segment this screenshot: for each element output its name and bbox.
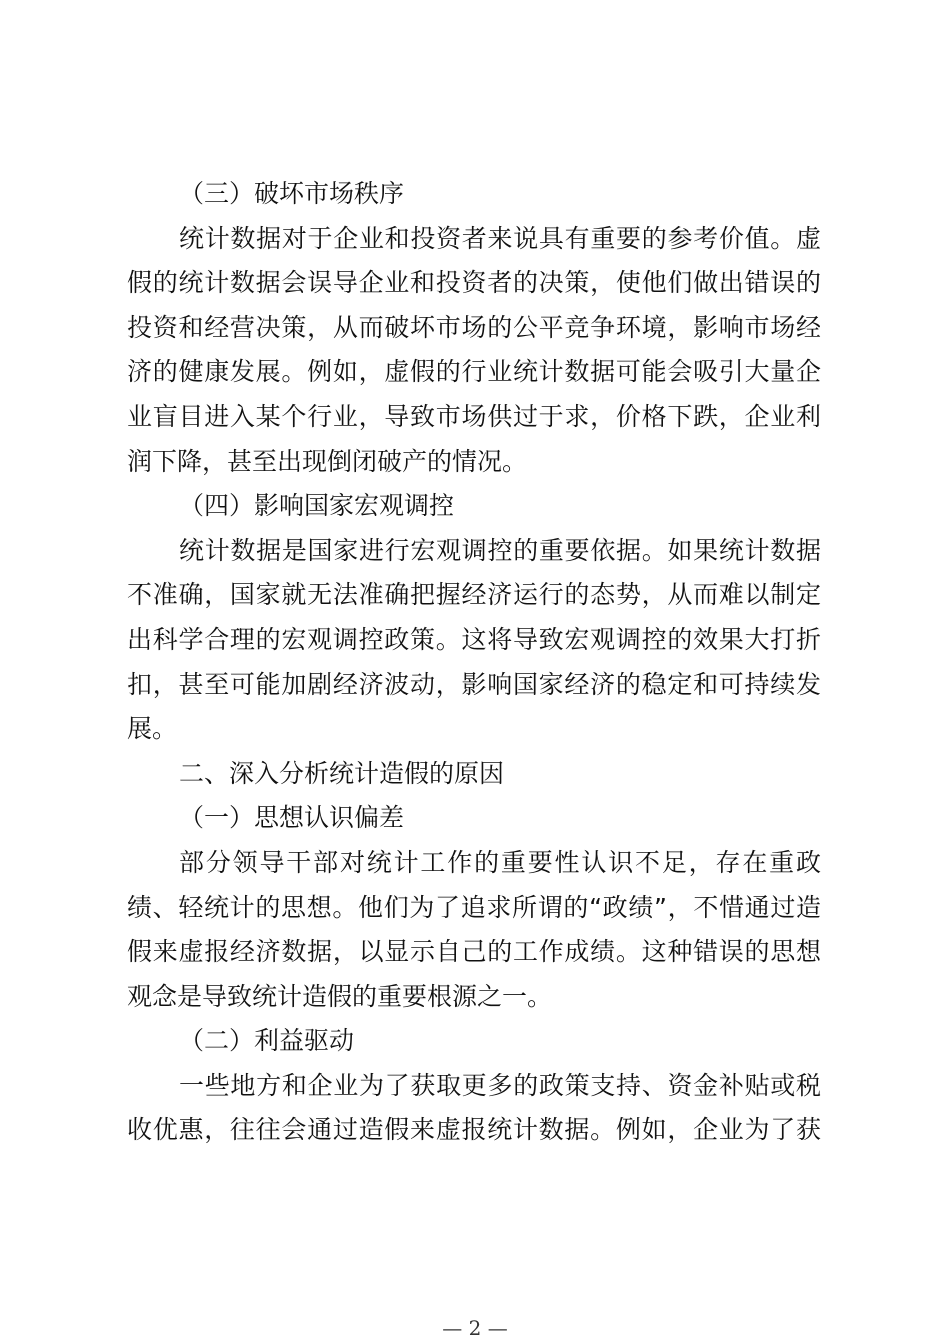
text-line: 投资和经营决策，从而破坏市场的公平竞争环境，影响市场经 — [127, 312, 821, 342]
text-line: 假的统计数据会误导企业和投资者的决策，使他们做出错误的 — [127, 268, 821, 298]
page-number: — 2 — — [442, 1316, 508, 1340]
text-line: 二、深入分析统计造假的原因 — [179, 758, 505, 788]
text-line: （三）破坏市场秩序 — [179, 179, 405, 208]
text-line: 扣，甚至可能加剧经济波动，影响国家经济的稳定和可持续发 — [127, 669, 821, 699]
text-line: 不准确，国家就无法准确把握经济运行的态势，从而难以制定 — [127, 580, 821, 610]
text-line: （四）影响国家宏观调控 — [179, 491, 455, 521]
text-line: 绩、轻统计的思想。他们为了追求所谓的“政绩”，不惜通过造 — [127, 892, 821, 922]
text-line: （一）思想认识偏差 — [179, 803, 405, 833]
text-line: （二）利益驱动 — [179, 1026, 355, 1056]
text-line: 观念是导致统计造假的重要根源之一。 — [127, 981, 553, 1011]
text-line: 收优惠，往往会通过造假来虚报统计数据。例如，企业为了获 — [127, 1115, 821, 1145]
text-line: 假来虚报经济数据，以显示自己的工作成绩。这种错误的思想 — [127, 937, 821, 967]
document-body — [127, 172, 821, 1153]
text-line: 统计数据是国家进行宏观调控的重要依据。如果统计数据 — [179, 535, 821, 565]
text-line: 济的健康发展。例如，虚假的行业统计数据可能会吸引大量企 — [127, 357, 821, 387]
text-line: 统计数据对于企业和投资者来说具有重要的参考价值。虚 — [179, 223, 821, 253]
text-line: 展。 — [127, 714, 178, 744]
text-line: 润下降，甚至出现倒闭破产的情况。 — [127, 446, 528, 476]
text-line: 业盲目进入某个行业，导致市场供过于求，价格下跌，企业利 — [127, 401, 821, 431]
text-line: 一些地方和企业为了获取更多的政策支持、资金补贴或税 — [179, 1070, 821, 1100]
text-line: 部分领导干部对统计工作的重要性认识不足，存在重政 — [179, 847, 821, 877]
text-line: 出科学合理的宏观调控政策。这将导致宏观调控的效果大打折 — [127, 624, 821, 654]
